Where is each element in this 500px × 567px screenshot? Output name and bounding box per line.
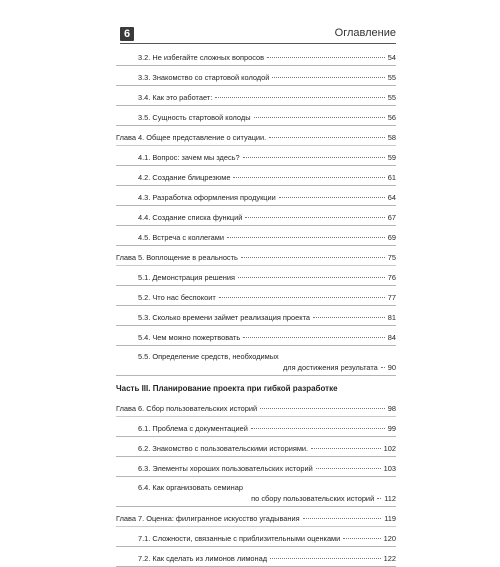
toc-entry-title: 5.3. Сколько времени займет реализация проекта <box>138 312 310 322</box>
toc-page-number: 102 <box>383 443 396 453</box>
toc-section-entry <box>116 417 396 437</box>
toc-section-entry <box>116 527 396 547</box>
dot-leader <box>311 448 381 449</box>
toc-entry-title: 4.3. Разработка оформления продукции <box>138 192 276 202</box>
toc-entry-line <box>138 293 396 303</box>
dot-leader <box>233 177 384 178</box>
toc-entry-title: 4.5. Встреча с коллегами <box>138 232 224 242</box>
table-of-contents <box>116 46 396 567</box>
toc-part-heading <box>116 376 396 397</box>
toc-section-entry <box>116 266 396 286</box>
toc-entry-title: 6.3. Элементы хороших пользовательских историй <box>138 463 313 473</box>
toc-entry-title: 5.1. Демонстрация решения <box>138 272 235 282</box>
toc-entry-title: 4.1. Вопрос: зачем мы здесь? <box>138 152 240 162</box>
dot-leader <box>381 367 385 368</box>
toc-page-number: 103 <box>383 463 396 473</box>
toc-section-entry <box>116 66 396 86</box>
toc-page-number: 56 <box>387 112 396 122</box>
toc-entry-title: 7.1. Сложности, связанные с приблизительными оценками <box>138 533 341 543</box>
toc-page-number: 64 <box>387 192 396 202</box>
toc-entry-line <box>138 53 396 63</box>
toc-page-number: 77 <box>387 292 396 302</box>
dot-leader <box>251 428 385 429</box>
toc-section-entry <box>116 346 396 376</box>
toc-section-entry <box>116 437 396 457</box>
toc-page-number: 99 <box>387 423 396 433</box>
dot-leader <box>343 538 380 539</box>
toc-section-entry <box>116 286 396 306</box>
toc-chapter-entry <box>116 397 396 417</box>
toc-entry-title: Глава 6. Сбор пользовательских историй <box>116 403 258 413</box>
dot-leader <box>245 217 384 218</box>
toc-page-number: 119 <box>384 513 396 523</box>
toc-entry-title: 3.5. Сущность стартовой колоды <box>138 112 251 122</box>
toc-entry-line <box>138 464 396 474</box>
toc-entry-title: 3.3. Знакомство со стартовой колодой <box>138 72 270 82</box>
toc-section-entry <box>116 186 396 206</box>
toc-entry-line <box>138 444 396 454</box>
toc-section-entry <box>116 166 396 186</box>
toc-entry-line <box>138 213 396 223</box>
running-header <box>120 27 396 43</box>
toc-section-entry <box>116 226 396 246</box>
toc-page-number: 76 <box>387 272 396 282</box>
header-rule <box>120 43 396 44</box>
toc-section-entry <box>116 326 396 346</box>
toc-entry-title: для достижения результата <box>282 362 378 372</box>
dot-leader <box>316 468 381 469</box>
toc-entry-text-line1: 6.4. Как организовать семинар <box>138 483 243 492</box>
toc-section-entry <box>116 477 396 507</box>
running-header-title: Оглавление <box>334 27 396 39</box>
toc-entry-line <box>138 273 396 283</box>
toc-entry-line <box>251 494 396 504</box>
toc-section-entry <box>116 106 396 126</box>
toc-entry-line <box>138 233 396 243</box>
dot-leader <box>243 157 385 158</box>
dot-leader <box>238 277 385 278</box>
toc-entry-line <box>138 153 396 163</box>
toc-chapter-entry <box>116 507 396 527</box>
dot-leader <box>260 408 385 409</box>
toc-section-entry <box>116 547 396 567</box>
toc-page-number: 75 <box>387 252 396 262</box>
toc-entry-line <box>138 313 396 323</box>
toc-entry-line <box>116 384 396 394</box>
dot-leader <box>313 317 385 318</box>
toc-entry-line <box>138 534 396 544</box>
toc-entry-title: по сбору пользовательских историй <box>251 493 375 503</box>
dot-leader <box>269 137 385 138</box>
toc-entry-title: 7.2. Как сделать из лимонов лимонад <box>138 553 268 563</box>
toc-entry-line <box>116 253 396 263</box>
part-title: Часть III. Планирование проекта при гибкой разработке <box>116 383 338 393</box>
toc-entry-title: 3.2. Не избегайте сложных вопросов <box>138 52 265 62</box>
toc-page-number: 58 <box>387 132 396 142</box>
toc-entry-title: 6.1. Проблема с документацией <box>138 423 248 433</box>
toc-chapter-entry <box>116 126 396 146</box>
toc-entry-line <box>116 514 396 524</box>
toc-entry-title: 4.4. Создание списка функций <box>138 212 243 222</box>
toc-entry-title: 3.4. Как это работает: <box>138 92 213 102</box>
toc-entry-line <box>138 333 396 343</box>
toc-entry-line <box>138 113 396 123</box>
dot-leader <box>303 518 382 519</box>
dot-leader <box>227 237 385 238</box>
toc-page-number: 55 <box>387 92 396 102</box>
toc-entry-title: Глава 4. Общее представление о ситуации. <box>116 132 267 142</box>
toc-page-number: 112 <box>384 493 396 503</box>
toc-entry-title: 5.4. Чем можно пожертвовать <box>138 332 241 342</box>
page-number-badge: 6 <box>120 27 134 41</box>
toc-page-number: 98 <box>387 403 396 413</box>
toc-entry-line <box>138 93 396 103</box>
toc-entry-title: 5.2. Что нас беспокоит <box>138 292 216 302</box>
dot-leader <box>270 558 381 559</box>
toc-page-number: 120 <box>383 533 396 543</box>
toc-entry-line <box>138 424 396 434</box>
toc-entry-title: 6.2. Знакомство с пользовательскими историями. <box>138 443 309 453</box>
toc-section-entry <box>116 146 396 166</box>
toc-chapter-entry <box>116 246 396 266</box>
dot-leader <box>241 257 385 258</box>
toc-entry-line <box>116 404 396 414</box>
toc-page-number: 90 <box>387 362 396 372</box>
dot-leader <box>267 57 385 58</box>
toc-section-entry <box>116 46 396 66</box>
dot-leader <box>243 337 385 338</box>
toc-page-number: 54 <box>387 52 396 62</box>
toc-entry-line <box>138 73 396 83</box>
toc-entry-line <box>138 554 396 564</box>
toc-page-number: 59 <box>387 152 396 162</box>
dot-leader <box>279 197 385 198</box>
dot-leader <box>219 297 385 298</box>
toc-entry-line <box>138 193 396 203</box>
toc-section-entry <box>116 457 396 477</box>
toc-page-number: 61 <box>387 172 396 182</box>
toc-section-entry <box>116 206 396 226</box>
toc-page-number: 55 <box>387 72 396 82</box>
toc-entry-line <box>283 363 396 373</box>
toc-page-number: 67 <box>387 212 396 222</box>
toc-entry-line <box>138 173 396 183</box>
toc-entry-line <box>116 133 396 143</box>
toc-section-entry <box>116 86 396 106</box>
toc-page-number: 69 <box>387 232 396 242</box>
dot-leader <box>254 117 385 118</box>
toc-page-number: 84 <box>387 332 396 342</box>
dot-leader <box>215 97 384 98</box>
toc-entry-title: Глава 5. Воплощение в реальность <box>116 252 238 262</box>
toc-section-entry <box>116 306 396 326</box>
dot-leader <box>377 498 381 499</box>
toc-entry-text-line1: 5.5. Определение средств, необходимых <box>138 352 279 361</box>
toc-entry-title: Глава 7. Оценка: филигранное искусство угадывания <box>116 513 300 523</box>
dot-leader <box>272 77 384 78</box>
toc-entry-title: 4.2. Создание блицрезюме <box>138 172 231 182</box>
toc-page-number: 81 <box>387 312 396 322</box>
toc-page-number: 122 <box>383 553 396 563</box>
